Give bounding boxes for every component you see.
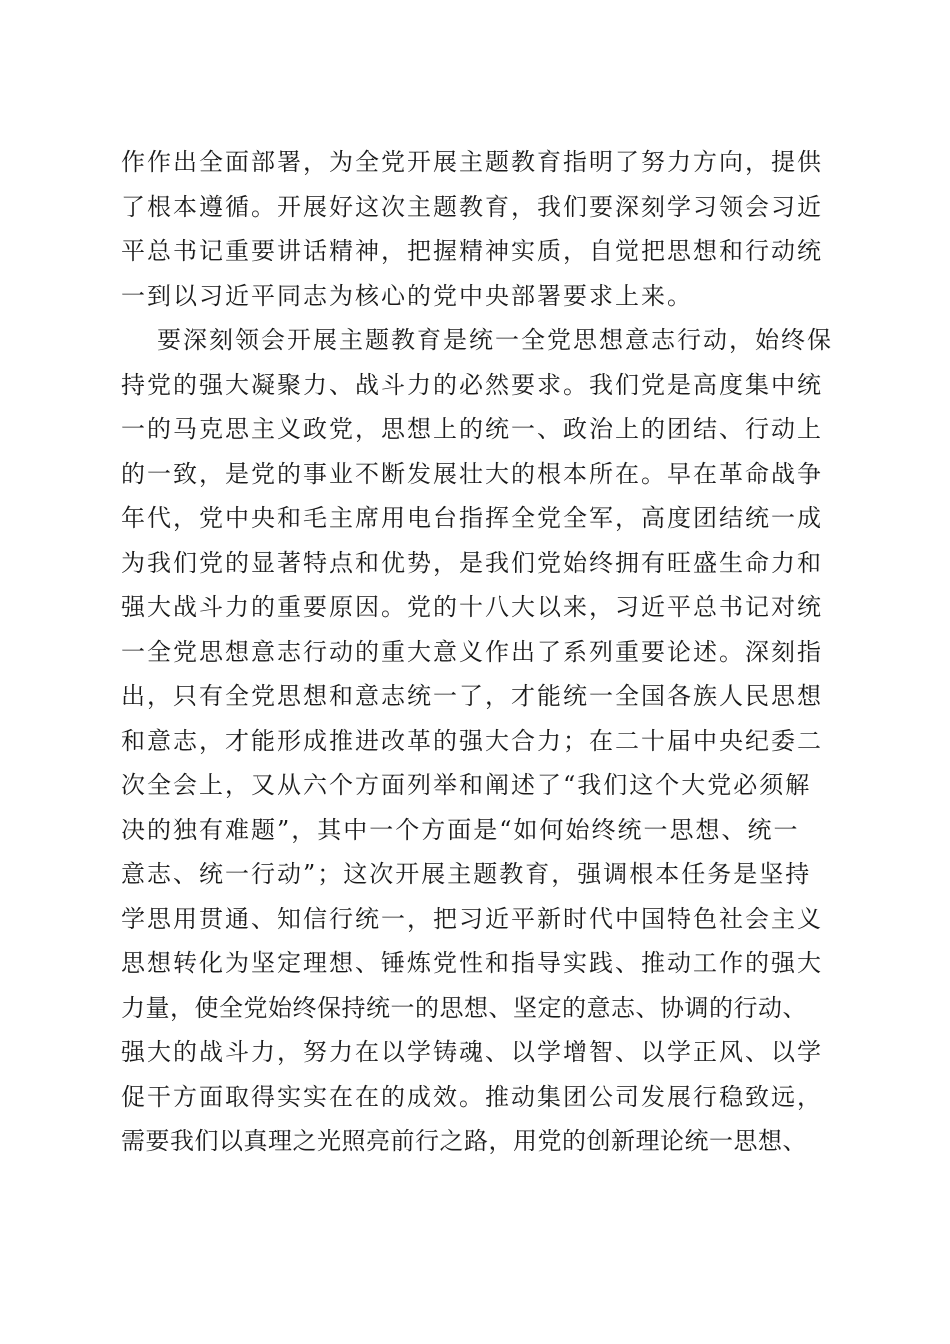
text-line: 决的独有难题”，其中一个方面是“如何始终统一思想、统一 xyxy=(121,815,800,844)
text-line: 年代，党中央和毛主席用电台指挥全党全军，高度团结统一成 xyxy=(121,504,823,532)
text-line: 平总书记重要讲话精神，把握精神实质，自觉把思想和行动统 xyxy=(121,237,823,265)
text-line: 了根本遵循。开展好这次主题教育，我们要深刻学习领会习近 xyxy=(121,192,823,221)
text-line: 促干方面取得实实在在的成效。推动集团公司发展行稳致远， xyxy=(121,1082,823,1111)
text-line: 持党的强大凝聚力、战斗力的必然要求。我们党是高度集中统 xyxy=(121,370,823,399)
text-line: 作作出全面部署，为全党开展主题教育指明了努力方向，提供 xyxy=(121,148,823,176)
paragraph-start-line: 要深刻领会开展主题教育是统一全党思想意志行动，始终保 xyxy=(157,326,833,354)
text-line: 学思用贯通、知信行统一，把习近平新时代中国特色社会主义 xyxy=(121,904,823,933)
text-line: 一的马克思主义政党，思想上的统一、政治上的团结、行动上 xyxy=(121,415,823,443)
text-line: 一全党思想意志行动的重大意义作出了系列重要论述。深刻指 xyxy=(121,637,823,666)
text-line: 强大的战斗力，努力在以学铸魂、以学增智、以学正风、以学 xyxy=(121,1038,823,1066)
text-line: 的一致，是党的事业不断发展壮大的根本所在。早在革命战争 xyxy=(121,459,823,488)
text-line: 力量，使全党始终保持统一的思想、坚定的意志、协调的行动、 xyxy=(121,993,807,1022)
text-line: 出，只有全党思想和意志统一了，才能统一全国各族人民思想 xyxy=(121,682,823,710)
text-line: 强大战斗力的重要原因。党的十八大以来，习近平总书记对统 xyxy=(121,593,823,621)
text-line: 思想转化为坚定理想、锤炼党性和指导实践、推动工作的强大 xyxy=(121,949,823,977)
text-line: 意志、统一行动”；这次开展主题教育，强调根本任务是坚持 xyxy=(121,860,812,888)
text-line: 一到以习近平同志为核心的党中央部署要求上来。 xyxy=(121,281,693,310)
text-line: 次全会上，又从六个方面列举和阐述了“我们这个大党必须解 xyxy=(121,771,812,799)
text-line: 为我们党的显著特点和优势，是我们党始终拥有旺盛生命力和 xyxy=(121,548,823,577)
text-line: 需要我们以真理之光照亮前行之路，用党的创新理论统一思想、 xyxy=(121,1127,807,1155)
text-line: 和意志，才能形成推进改革的强大合力；在二十届中央纪委二 xyxy=(121,726,823,755)
body-text xyxy=(121,140,841,1164)
